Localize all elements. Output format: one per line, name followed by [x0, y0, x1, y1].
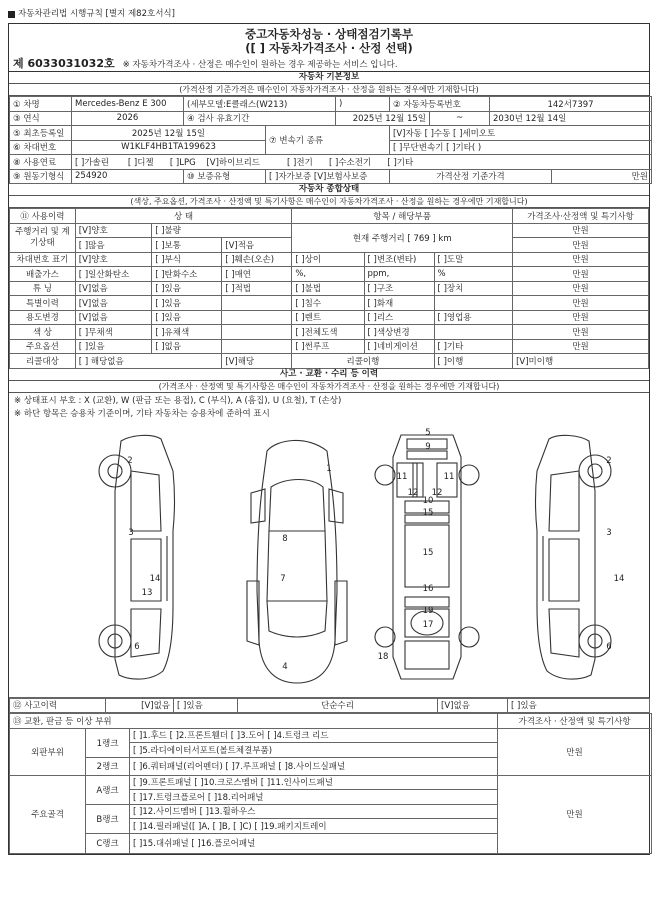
state-row: 튜 닝 [V]없음 [ ]있음 [ ]적법 [ ]불법 [ ]구조 [ ]장치 만원: [10, 281, 649, 296]
diagram-label: 11: [443, 471, 455, 482]
state-header: 자동차 종합상태: [9, 184, 649, 196]
record-number-row: [9, 55, 649, 72]
diagram-label: 7: [280, 573, 286, 584]
diagram-label: 13: [141, 587, 153, 598]
diagram-label: 9: [425, 441, 431, 452]
right-side-view: [536, 435, 612, 679]
row-vin: ⑥ 차대번호 W1KLF4HB1TA199623 [ ]무단변속기 [ ]기타( ): [10, 140, 652, 155]
row-first-reg: ⑤ 최초등록일 2025년 12월 15일 ⑦ 변속기 종류 [V]자동 [ ]수동 [ ]세미오토: [10, 126, 652, 141]
damage-diagram-area: [9, 393, 649, 698]
state-row: 배출가스 [ ]일산화탄소 [ ]탄화수소 [ ]매연 %, ppm, % 만원: [10, 267, 649, 282]
legend-symbols: ※ 상태표시 부호 : X (교환), W (판금 또는 용접), C (부식), A (흠집), U (요철), T (손상): [14, 395, 342, 406]
diagram-label: 16: [422, 583, 434, 594]
diagram-label: 2: [127, 455, 133, 466]
diagram-label: 14: [149, 573, 161, 584]
inspection-form: [8, 8, 650, 855]
square-bullet-icon: [8, 11, 15, 18]
state-col-header: ⑪ 사용이력 상 태 항목 / 해당부품 가격조사·산정액 및 특기사항: [10, 209, 649, 224]
diagram-label: 12: [431, 487, 443, 498]
diagram-label: 10: [422, 495, 434, 506]
diagram-label: 15: [422, 547, 434, 558]
diagram-label: 6: [606, 641, 612, 652]
state-row: 주요옵션 [ ]있음 [ ]없음 [ ]썬루프 [ ]네비게이션 [ ]기타 만원: [10, 339, 649, 354]
record-note: ※ 자동차가격조사 · 산정은 매수인이 원하는 경우 제공하는 서비스 입니다.: [122, 60, 398, 70]
form-reference: 자동차관리법 시행규칙 [별지 제82호서식]: [8, 8, 650, 21]
state-table: [9, 208, 649, 369]
state-row: 색 상 [ ]무채색 [ ]유채색 [ ]전체도색 [ ]색상변경 만원: [10, 325, 649, 340]
diagram-label: 4: [282, 661, 288, 672]
row-engine: ⑨ 원동기형식 254920 ⑩ 보증유형 [ ]자가보증 [V]보험사보증 가격산정 기준가격 만원: [10, 169, 652, 184]
state-row: 특별이력 [V]없음 [ ]있음 [ ]침수 [ ]화재 만원: [10, 296, 649, 311]
basic-info-header: 자동차 기본정보: [9, 72, 649, 84]
row-year: ③ 연식 2026 ④ 검사 유효기간 2025년 12월 15일 ~ 2030년 12월 14일: [10, 111, 652, 126]
accident-history-table: [9, 698, 650, 714]
diagram-label: 1: [326, 463, 332, 474]
diagram-label: 18: [377, 651, 389, 662]
accident-header: 사고 · 교환 · 수리 등 이력: [9, 369, 649, 381]
parts-table: ⑬ 교환, 판금 등 이상 부위 가격조사 · 산정액 및 특기사항 외판부위 1랭크 [ ]1.후드 [ ]2.프론트휀더 [ ]3.도어 [ ]4.트렁크 리드 만원 [ ]5.라디에이터서포트(볼트체결부품) 2랭크 [ ]6.쿼터패널(리어펜더) [ ]7.루프패널 [ ]8.사이드실패널 주요골격 A랭크 [ ]9.프론트패널 [ ]10.크로스멤버 [ ]11.인사이드패널 만원 [ ]17.트렁크플로어 [ ]18.리어패널 B랭크 [ ]12.사이드멤버 [ ]13.휠하우스 [ ]14.필러패널([ ]A, [ ]B, [ ]C) [ ]19.패키지트레이 C랭크 [ ]15.대쉬패널 [ ]16.플로어패널: [9, 713, 652, 854]
diagram-label: 2: [606, 455, 612, 466]
top-view: [247, 440, 347, 683]
row-car-name: ① 차명 Mercedes-Benz E 300 (세부모델:E클래스(W213) ) ② 자동차등록번호 142서7397: [10, 97, 652, 112]
diagram-label: 15: [422, 507, 434, 518]
mileage-row-2: [ ]많음 [ ]보통 [V]적음 만원: [10, 238, 649, 253]
accident-note: (가격조사 · 산정액 및 특기사항은 매수인이 자동차가격조사 · 산정을 원하는 경우에만 기재합니다): [9, 381, 649, 393]
diagram-label: 6: [134, 641, 140, 652]
record-number: 제 6033031032호: [13, 57, 115, 70]
row-fuel: ⑧ 사용연료 [ ]가솔린 [ ]디젤 [ ]LPG [V]하이브리드 [ ]전기 [ ]수소전기 [ ]기타: [10, 155, 652, 170]
state-row: 용도변경 [V]없음 [ ]있음 [ ]렌트 [ ]리스 [ ]영업용 만원: [10, 310, 649, 325]
mileage-row-1: 주행거리 및 계기상태 [V]양호 [ ]불량 현재 주행거리 [ 769 ] km 만원: [10, 223, 649, 238]
diagram-label: 3: [606, 527, 612, 538]
form-subtitle: ([ ] 자동차가격조사 · 산정 선택): [245, 41, 413, 55]
diagram-label: 14: [613, 573, 625, 584]
recall-row: 리콜대상 [ ] 해당없음 [V]해당 리콜이행 [ ]이행 [V]미이행: [10, 354, 649, 369]
legend-note: ※ 하단 항목은 승용차 기준이며, 기타 자동차는 승용차에 준하여 표시: [14, 408, 270, 419]
diagram-label: 3: [128, 527, 134, 538]
accident-history-row: ⑫ 사고이력 [V]없음 [ ]있음 단순수리 [V]없음 [ ]있음: [10, 698, 650, 713]
diagram-label: 5: [425, 427, 431, 438]
state-row: 차대번호 표기 [V]양호 [ ]부식 [ ]훼손(오손) [ ]상이 [ ]변조(변타) [ ]도말 만원: [10, 252, 649, 267]
diagram-label: 17: [422, 619, 434, 630]
form-body: [8, 23, 650, 855]
diagram-label: 11: [396, 471, 408, 482]
basic-info-table: [9, 96, 652, 184]
parts-header: ⑬ 교환, 판금 등 이상 부위 가격조사 · 산정액 및 특기사항: [10, 714, 652, 729]
car-diagram: [9, 423, 649, 695]
basic-info-note: (가격산정 기준가격은 매수인이 자동차가격조사 · 산정을 원하는 경우에만 기재합니다): [9, 84, 649, 96]
diagram-label: 19: [422, 605, 434, 616]
state-note: (색상, 주요옵션, 가격조사 · 산정액 및 특기사항은 매수인이 자동차가격조사 · 산정을 원하는 경우에만 기재합니다): [9, 196, 649, 208]
diagram-label: 8: [282, 533, 288, 544]
diagram-label: 12: [407, 487, 419, 498]
form-title: 중고자동차성능 · 상태점검기록부: [245, 27, 413, 41]
